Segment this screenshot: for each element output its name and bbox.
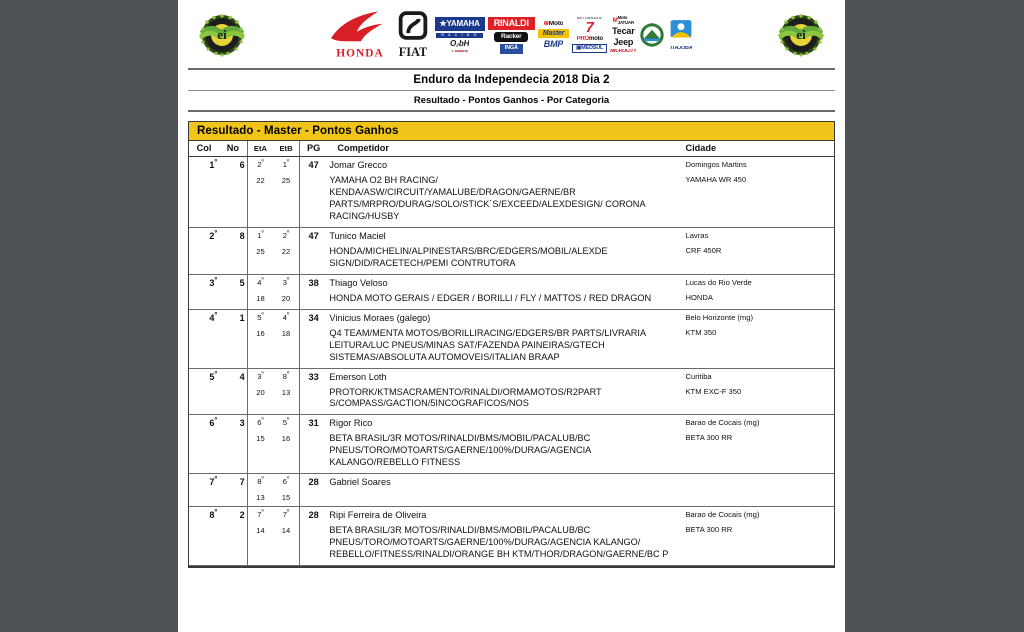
sponsor-motobrasil-label: MOTOBRASIL: [577, 16, 603, 20]
results-table-container: [188, 121, 835, 568]
cell-competidor: [327, 507, 683, 566]
cell-competidor: [327, 274, 683, 309]
cell-cidade: [683, 157, 834, 228]
col-header-pg: PG: [299, 141, 327, 157]
cell-pg: 34: [299, 309, 327, 368]
cell-no: 4: [219, 368, 247, 415]
sponsor-pro-moto: PRO moto: [576, 35, 603, 42]
event-title: Enduro da Independecia 2018 Dia 2: [413, 74, 610, 86]
sponsor-motobrasil: 7: [585, 21, 594, 34]
sponsor-microcity: MICROCITY: [610, 48, 637, 54]
results-table: [189, 141, 834, 566]
document-page: [178, 0, 845, 632]
competitor-name: Gabriel Soares: [329, 477, 391, 488]
table-row: [189, 227, 834, 274]
svg-text:ei: ei: [796, 27, 806, 42]
cell-competidor: [327, 415, 683, 474]
results-table-head: [189, 141, 834, 157]
competitor-sponsors: PROTORK/KTMSACRAMENTO/RINALDI/ORMAMOTOS/R2PART S/COMPASS/GACTION/5INCOGRAFICOS/NOS: [329, 386, 602, 409]
table-row: [189, 157, 834, 228]
competitor-city: Domingos Martins: [685, 160, 747, 169]
sponsor-medsul: ▣MEDSUL: [572, 44, 607, 54]
sponsor-motobrasil-group: [572, 17, 607, 54]
sponsor-logo-strip: [252, 8, 771, 62]
cell-competidor: [327, 157, 683, 228]
enduro-club-logo-right: [771, 6, 831, 64]
cell-col: $6^º$: [189, 415, 219, 474]
event-subtitle: Resultado - Pontos Ganhos - Por Categoria: [413, 95, 610, 106]
competitor-name: Emerson Loth: [329, 371, 387, 382]
cell-cidade: [683, 309, 834, 368]
cell-cidade: [683, 274, 834, 309]
sponsor-itajuba: ITAJUBÁ: [670, 46, 693, 52]
cell-cidade: [683, 507, 834, 566]
svg-text:FIAT: FIAT: [398, 44, 427, 59]
cell-eta: $6^º$ 15: [247, 415, 273, 474]
sponsor-master: Master: [538, 29, 569, 38]
cell-etb: $3^º$ 20: [273, 274, 299, 309]
sponsor-banner: [178, 0, 845, 68]
competitor-bike: YAMAHA WR 450: [685, 175, 747, 184]
cell-etb: $8^º$ 13: [273, 368, 299, 415]
sponsor-fiat: [394, 9, 432, 61]
table-row: [189, 415, 834, 474]
sponsor-tecar: Tecar: [612, 26, 635, 36]
cell-competidor: [327, 309, 683, 368]
sponsor-inga: INGÁ: [500, 44, 523, 54]
competitor-sponsors: Q4 TEAM/MENTA MOTOS/BORILLIRACING/EDGERS/BR PARTS/LIVRARIA LEITURA/LUC PNEUS/MINAS SAT/FAZENDA PAINEIRAS/GTECH SISTEMAS/ABSOLUTA AUTOMOVEIS/ITALIAN BRAAP: [329, 327, 646, 362]
cell-pg: 47: [299, 157, 327, 228]
enduro-club-logo-left: [192, 6, 252, 64]
competitor-bike: CRF 450R: [685, 245, 722, 255]
cell-etb: $7^º$ 14: [273, 507, 299, 566]
sponsor-yamaha-group: [435, 17, 485, 54]
cell-pg: 47: [299, 227, 327, 274]
sponsor-promoto: ⊛ Moto: [543, 20, 564, 27]
city-crest-icon: [639, 22, 665, 48]
sponsor-yamaha-sub: R A C I N G: [436, 33, 483, 39]
table-row: [189, 507, 834, 566]
sponsor-moto-jatuar: M Moto JATUAR: [612, 16, 634, 25]
itajuba-crest-icon: [668, 18, 694, 44]
cell-eta: $1^º$ 25: [247, 227, 273, 274]
sponsor-racker: Racker: [494, 32, 528, 43]
cell-no: 3: [219, 415, 247, 474]
cell-no: 8: [219, 227, 247, 274]
cell-etb: $2^º$ 22: [273, 227, 299, 274]
sponsor-bmp: BMP: [543, 40, 564, 50]
col-header-col: Col: [189, 141, 219, 157]
competitor-city: Lavras: [685, 230, 709, 240]
sponsor-yamaha: ★YAMAHA: [435, 17, 485, 31]
cell-cidade: [683, 474, 834, 507]
cell-etb: $1^º$ 25: [273, 157, 299, 228]
competitor-sponsors: YAMAHA O2 BH RACING/ KENDA/ASW/CIRCUIT/YAMALUBE/DRAGON/GAERNE/BR PARTS/MRPRO/DURAG/SOLO/STICK´S/EXCEED/ALEXDESIGN/ CORONA RACING/HUSBY: [329, 175, 646, 221]
competitor-name: Tunico Maciel: [329, 230, 386, 241]
cell-pg: 28: [299, 507, 327, 566]
rule-below-title: [188, 110, 835, 112]
competitor-city: Barao de Cocais (mg): [685, 510, 760, 520]
cell-competidor: [327, 368, 683, 415]
cell-etb: $5^º$ 16: [273, 415, 299, 474]
cell-col: $5^º$: [189, 368, 219, 415]
competitor-sponsors: HONDA MOTO GERAIS / EDGER / BORILLI / FLY / MATTOS / RED DRAGON: [329, 292, 652, 303]
competitor-bike: KTM EXC-F 350: [685, 386, 742, 396]
cell-col: $2^º$: [189, 227, 219, 274]
svg-text:HONDA: HONDA: [335, 47, 384, 60]
cell-etb: $4^º$ 18: [273, 309, 299, 368]
sponsor-honda: [329, 8, 391, 62]
cell-pg: 33: [299, 368, 327, 415]
sponsor-rinaldi: RINALDI: [488, 17, 535, 30]
competitor-bike: BETA 300 RR: [685, 433, 733, 443]
cell-col: $7^º$: [189, 474, 219, 507]
table-row: [189, 274, 834, 309]
cell-col: $4^º$: [189, 309, 219, 368]
honda-wing-icon: [329, 8, 391, 62]
cell-no: 6: [219, 157, 247, 228]
competitor-sponsors: HONDA/MICHELIN/ALPINESTARS/BRC/EDGERS/MOBIL/ALEXDE SIGN/DID/RACETECH/PEMI CONTRUTORA: [329, 245, 608, 268]
cell-pg: 38: [299, 274, 327, 309]
competitor-name: Thiago Veloso: [329, 277, 388, 288]
sponsor-itajuba-group: [668, 18, 694, 52]
sponsor-promoto-group: [538, 21, 569, 50]
sponsor-o2bh: O₂bH: [450, 40, 470, 49]
sponsor-jeep: Jeep: [613, 37, 634, 47]
cell-cidade: [683, 415, 834, 474]
sponsor-yamaha-small: © YAMAHA: [451, 50, 468, 54]
cell-eta: $7^º$ 14: [247, 507, 273, 566]
cell-cidade: [683, 368, 834, 415]
table-row: [189, 368, 834, 415]
competitor-name: Vinicius Moraes (galego): [329, 312, 431, 323]
cell-eta: $3^º$ 20: [247, 368, 273, 415]
competitor-bike: HONDA: [685, 292, 713, 302]
cell-eta: $4^º$ 18: [247, 274, 273, 309]
table-header-row: [189, 141, 834, 157]
competitor-bike: KTM 350: [685, 327, 717, 337]
cell-col: $1^º$: [189, 157, 219, 228]
svg-text:ei: ei: [217, 27, 227, 42]
cell-col: $8^º$: [189, 507, 219, 566]
competitor-sponsors: BETA BRASIL/3R MOTOS/RINALDI/BMS/MOBIL/PACALUB/BC PNEUS/TORO/MOTOARTS/GAERNE/100%/DURAG/AGENCIA KALANGO/REBELLO FITNESS: [329, 433, 591, 468]
competitor-city: Lucas do Rio Verde: [685, 277, 752, 287]
cell-eta: $5^º$ 16: [247, 309, 273, 368]
cell-no: 7: [219, 474, 247, 507]
cell-competidor: [327, 474, 683, 507]
results-table-body: [189, 157, 834, 566]
competitor-name: Rigor Rico: [329, 418, 373, 429]
table-row: [189, 309, 834, 368]
sponsor-rinaldi-group: [488, 17, 535, 54]
col-header-competidor: Competidor: [327, 141, 683, 157]
col-header-eta: EtA: [247, 141, 273, 157]
cell-no: 2: [219, 507, 247, 566]
sponsor-tecar-group: [610, 16, 636, 54]
cell-competidor: [327, 227, 683, 274]
col-header-cidade: Cidade: [683, 141, 834, 157]
cell-eta: $2^º$ 22: [247, 157, 273, 228]
cell-pg: 31: [299, 415, 327, 474]
category-header-bar: Resultado - Master - Pontos Ganhos: [189, 122, 834, 141]
fiat-logo-icon: [394, 9, 432, 61]
sponsor-brasao-group: [639, 22, 665, 48]
competitor-sponsors: BETA BRASIL/3R MOTOS/RINALDI/BMS/MOBIL/PACALUB/BC PNEUS/TORO/MOTOARTS/GAERNE/100%/DURAG/AGENCIA KALANGO/ REBELLO/FITNESS/RINALDI/ORANGE BH KTM/THOR/DRAGON/GAERNE/BC P: [329, 525, 669, 560]
cell-pg: 28: [299, 474, 327, 507]
competitor-city: Barao de Cocais (mg): [685, 418, 760, 428]
col-header-no: No: [219, 141, 247, 157]
competitor-name: Ripi Ferreira de Oliveira: [329, 510, 427, 521]
cell-no: 1: [219, 309, 247, 368]
cell-no: 5: [219, 274, 247, 309]
cell-cidade: [683, 227, 834, 274]
cell-etb: $6^º$ 15: [273, 474, 299, 507]
table-row: [189, 474, 834, 507]
col-header-etb: EtB: [273, 141, 299, 157]
cell-col: $3^º$: [189, 274, 219, 309]
competitor-name: Jomar Grecco: [329, 160, 388, 170]
cell-eta: $8^º$ 13: [247, 474, 273, 507]
competitor-bike: BETA 300 RR: [685, 525, 733, 535]
competitor-city: Belo Horizonte (mg): [685, 312, 754, 322]
competitor-city: Curitiba: [685, 371, 712, 381]
